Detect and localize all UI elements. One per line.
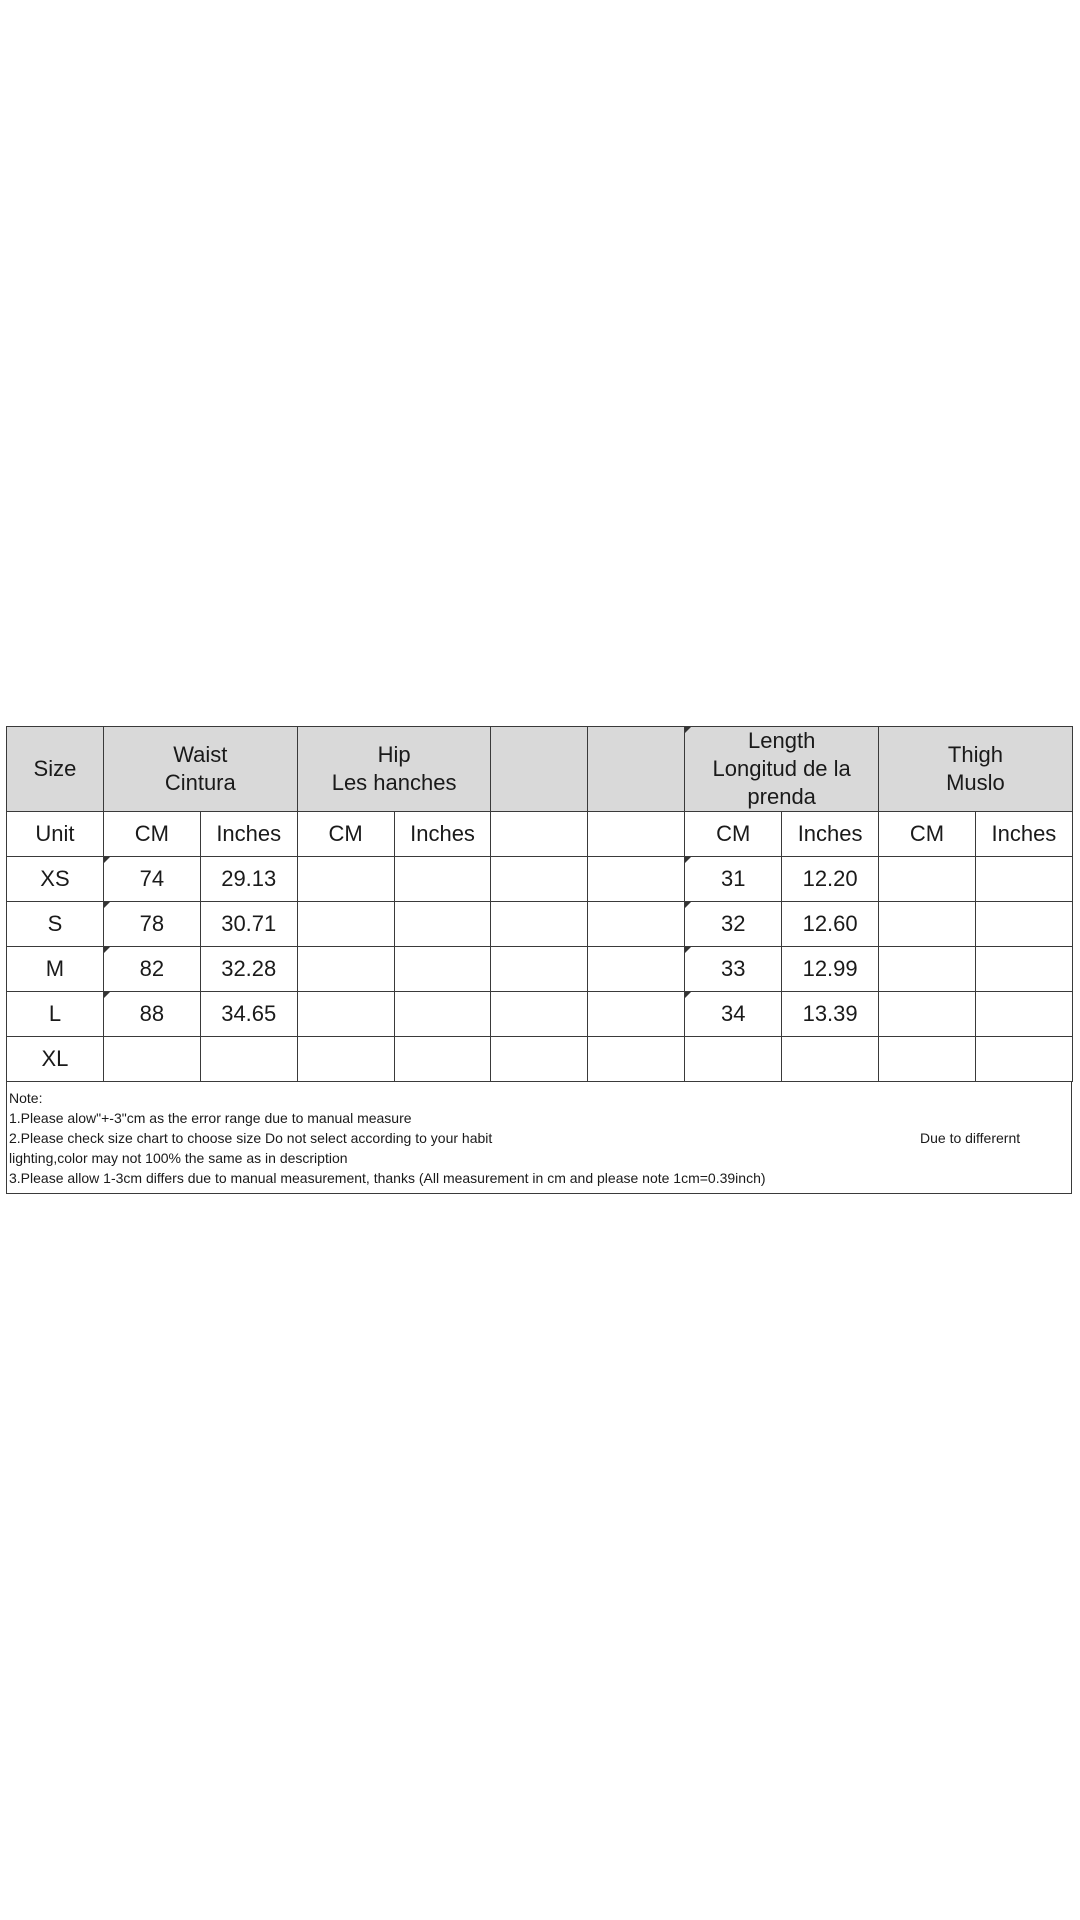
header-blank-1 xyxy=(491,727,588,812)
note-line-1: 1.Please alow"+-3"cm as the error range due to manual measure xyxy=(9,1110,412,1126)
notes-panel xyxy=(6,1082,1072,1194)
waist-cm-cell: 82 xyxy=(103,947,200,992)
unit-label: Unit xyxy=(7,812,104,857)
unit-length-in: Inches xyxy=(782,812,879,857)
length-in-cell: 12.99 xyxy=(782,947,879,992)
table-row xyxy=(7,992,1073,1037)
blank-cell-1 xyxy=(491,1037,588,1082)
size-cell: L xyxy=(7,992,104,1037)
thigh-cm-cell xyxy=(879,992,976,1037)
length-cm-cell: 34 xyxy=(685,992,782,1037)
length-in-cell: 12.20 xyxy=(782,857,879,902)
blank-cell-2 xyxy=(588,992,685,1037)
thigh-in-cell xyxy=(975,902,1072,947)
length-cm-cell: 32 xyxy=(685,902,782,947)
waist-in-cell: 34.65 xyxy=(200,992,297,1037)
note-line-3: 3.Please allow 1-3cm differs due to manual measurement, thanks (All measurement in cm and please note 1cm=0.39inch) xyxy=(9,1170,766,1186)
note-line-2: 2.Please check size chart to choose size Do not select according to your habit xyxy=(9,1130,493,1146)
unit-hip-in: Inches xyxy=(394,812,491,857)
unit-waist-in: Inches xyxy=(200,812,297,857)
hip-cm-cell xyxy=(297,947,394,992)
hip-cm-cell xyxy=(297,992,394,1037)
size-table xyxy=(6,726,1073,1082)
header-hip: Hip Les hanches xyxy=(297,727,491,812)
hip-in-cell xyxy=(394,902,491,947)
blank-cell-2 xyxy=(588,857,685,902)
header-row xyxy=(7,727,1073,812)
size-cell: S xyxy=(7,902,104,947)
unit-hip-cm: CM xyxy=(297,812,394,857)
header-waist: Waist Cintura xyxy=(103,727,297,812)
size-cell: XS xyxy=(7,857,104,902)
blank-cell-1 xyxy=(491,857,588,902)
table-row xyxy=(7,947,1073,992)
blank-cell-2 xyxy=(588,947,685,992)
length-cm-cell xyxy=(685,1037,782,1082)
length-in-cell: 12.60 xyxy=(782,902,879,947)
table-row xyxy=(7,857,1073,902)
blank-cell-1 xyxy=(491,992,588,1037)
note-line-2-continued: lighting,color may not 100% the same as in description xyxy=(9,1150,348,1166)
length-cm-cell: 31 xyxy=(685,857,782,902)
size-cell: XL xyxy=(7,1037,104,1082)
waist-cm-cell: 78 xyxy=(103,902,200,947)
unit-length-cm: CM xyxy=(685,812,782,857)
hip-in-cell xyxy=(394,992,491,1037)
waist-in-cell: 30.71 xyxy=(200,902,297,947)
unit-thigh-in: Inches xyxy=(975,812,1072,857)
note-side-text: Due to differernt xyxy=(920,1130,1021,1146)
thigh-in-cell xyxy=(975,1037,1072,1082)
blank-cell-2 xyxy=(588,1037,685,1082)
length-in-cell: 13.39 xyxy=(782,992,879,1037)
thigh-cm-cell xyxy=(879,857,976,902)
header-thigh: Thigh Muslo xyxy=(879,727,1073,812)
thigh-cm-cell xyxy=(879,902,976,947)
unit-thigh-cm: CM xyxy=(879,812,976,857)
unit-blank-2 xyxy=(588,812,685,857)
table-row xyxy=(7,1037,1073,1082)
thigh-in-cell xyxy=(975,992,1072,1037)
length-in-cell xyxy=(782,1037,879,1082)
blank-cell-1 xyxy=(491,902,588,947)
hip-cm-cell xyxy=(297,1037,394,1082)
blank-cell-1 xyxy=(491,947,588,992)
table-row xyxy=(7,902,1073,947)
header-size: Size xyxy=(7,727,104,812)
note-heading: Note: xyxy=(9,1090,43,1106)
size-cell: M xyxy=(7,947,104,992)
unit-blank-1 xyxy=(491,812,588,857)
hip-in-cell xyxy=(394,1037,491,1082)
hip-in-cell xyxy=(394,947,491,992)
length-cm-cell: 33 xyxy=(685,947,782,992)
header-blank-2 xyxy=(588,727,685,812)
blank-cell-2 xyxy=(588,902,685,947)
thigh-cm-cell xyxy=(879,947,976,992)
size-chart xyxy=(6,726,1072,1194)
waist-cm-cell: 88 xyxy=(103,992,200,1037)
unit-row xyxy=(7,812,1073,857)
thigh-in-cell xyxy=(975,947,1072,992)
hip-cm-cell xyxy=(297,902,394,947)
thigh-in-cell xyxy=(975,857,1072,902)
waist-in-cell: 29.13 xyxy=(200,857,297,902)
waist-cm-cell: 74 xyxy=(103,857,200,902)
hip-in-cell xyxy=(394,857,491,902)
waist-cm-cell xyxy=(103,1037,200,1082)
hip-cm-cell xyxy=(297,857,394,902)
waist-in-cell xyxy=(200,1037,297,1082)
unit-waist-cm: CM xyxy=(103,812,200,857)
header-length: Length Longitud de la prenda xyxy=(685,727,879,812)
thigh-cm-cell xyxy=(879,1037,976,1082)
waist-in-cell: 32.28 xyxy=(200,947,297,992)
